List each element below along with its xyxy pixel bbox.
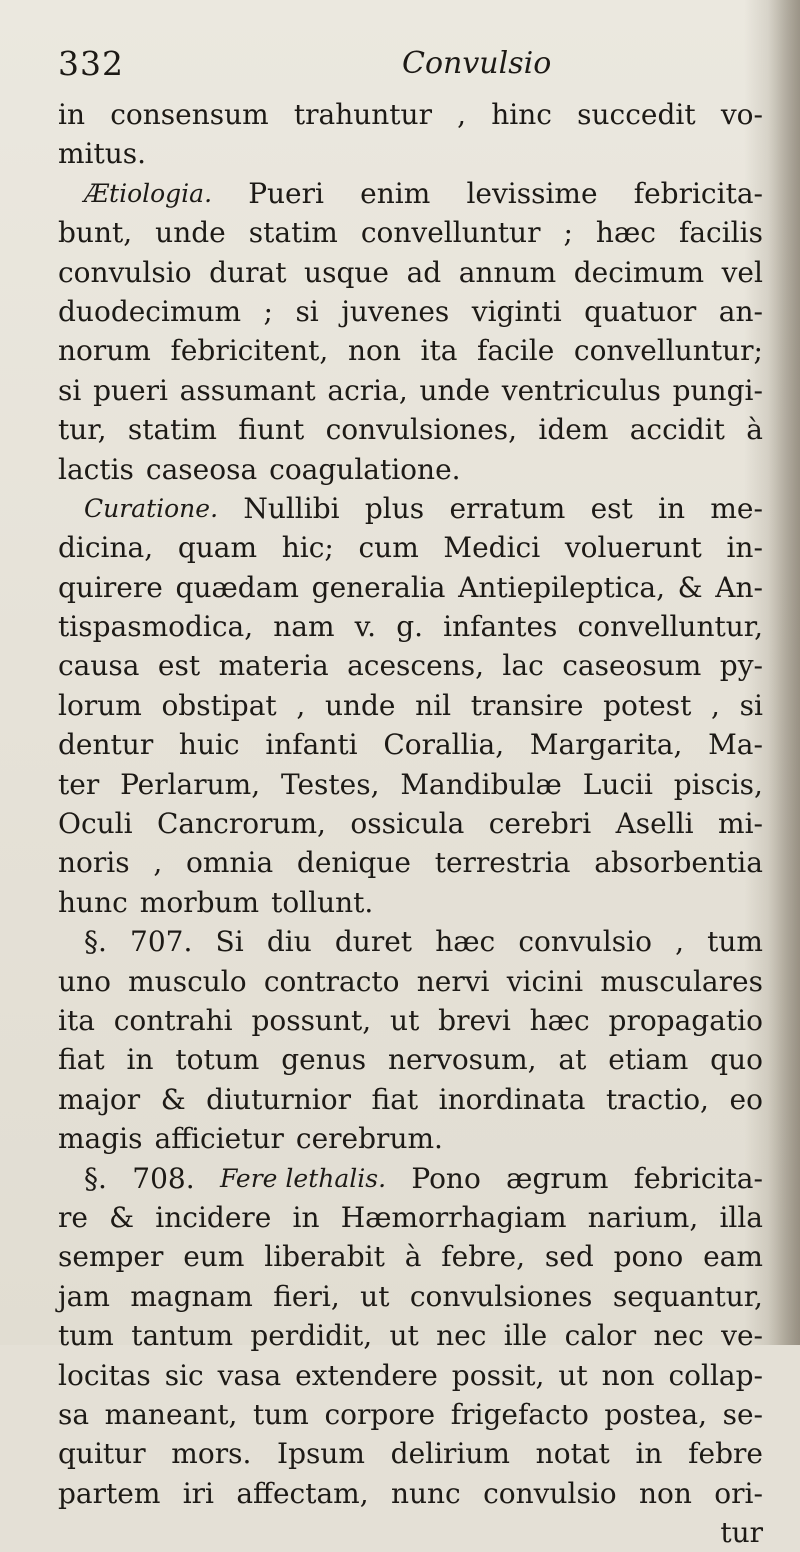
text-line (58, 1513, 763, 1552)
word: tractio, (605, 1082, 709, 1116)
text-line (58, 1040, 763, 1079)
word: , (296, 688, 306, 722)
word: vicini (506, 964, 584, 998)
word: locitas (58, 1358, 151, 1392)
word: propagatio (608, 1003, 763, 1037)
word: an- (718, 294, 763, 328)
word: nervosum, (388, 1043, 537, 1077)
word: mors. (171, 1437, 252, 1471)
word: convulsiones (409, 1279, 593, 1313)
word: convelluntur (360, 216, 541, 250)
word: unde (324, 688, 396, 722)
word: nec (436, 1319, 487, 1353)
word: Pono (411, 1161, 481, 1195)
word: lactis (58, 452, 134, 486)
word: sed (544, 1240, 594, 1274)
word: narium, (587, 1200, 699, 1234)
word: Aselli (615, 807, 694, 841)
text-line (58, 1395, 763, 1434)
word: fiunt (238, 413, 305, 447)
word: causa (58, 649, 140, 683)
word: mitus. (58, 137, 147, 171)
word: tum (707, 925, 763, 959)
text-line (58, 1356, 763, 1395)
text-line (58, 1277, 763, 1316)
word: maneant, (104, 1397, 238, 1431)
word: Mandibulæ (400, 767, 562, 801)
word: ita (58, 1003, 95, 1037)
word: in (658, 491, 686, 525)
word: nervi (416, 964, 490, 998)
word: denique (296, 846, 411, 880)
word: Fere lethalis. (219, 1163, 387, 1193)
word: diuturnior (206, 1082, 351, 1116)
word: py- (719, 649, 763, 683)
word: ; (263, 294, 273, 328)
word: contrahi (113, 1003, 233, 1037)
word: ut (390, 1003, 420, 1037)
word: possit, (451, 1358, 545, 1392)
word: in (635, 1437, 663, 1471)
word: ori- (714, 1476, 763, 1510)
text-line (58, 568, 763, 607)
word: genus (281, 1043, 367, 1077)
word: se- (722, 1397, 763, 1431)
word: vel (721, 255, 763, 289)
word: coagulatione. (269, 452, 461, 486)
word: acria, (327, 373, 408, 407)
word: illa (719, 1200, 763, 1234)
word: norum (58, 334, 151, 368)
word: caseosum (562, 649, 702, 683)
word: cerebri (488, 807, 592, 841)
text-line (58, 1001, 763, 1040)
word: musculo (128, 964, 247, 998)
word: eo (729, 1082, 763, 1116)
word: morbum (139, 885, 260, 919)
word: non (601, 1358, 655, 1392)
word: huic (178, 728, 240, 762)
word: unde (419, 373, 491, 407)
spine-shadow (768, 0, 800, 1345)
word: caseosa (145, 452, 258, 486)
word: & (160, 1082, 186, 1116)
word: cum (358, 531, 419, 565)
word: febricita- (633, 176, 763, 210)
word: me- (710, 491, 763, 525)
text-line (58, 253, 763, 292)
word: 708. (132, 1161, 195, 1195)
text-line (58, 1198, 763, 1237)
word: ventriculus (501, 373, 661, 407)
word: hæc (435, 925, 496, 959)
word: Perlarum, (120, 767, 261, 801)
word: consensum (110, 98, 269, 131)
word: febricita- (633, 1161, 763, 1195)
word: est (157, 649, 201, 683)
word: §. (84, 1161, 107, 1195)
word: levissime (466, 176, 598, 210)
word: musculares (600, 964, 763, 998)
word: tum (58, 1319, 114, 1353)
word: voluerunt (564, 531, 702, 565)
word: à (746, 413, 763, 447)
word: nil (415, 688, 452, 722)
word: noris (58, 846, 130, 880)
word: Corallia, (383, 728, 505, 762)
word: ve- (721, 1319, 763, 1353)
word: An- (715, 570, 763, 604)
word: magnam (130, 1279, 253, 1313)
word: tum (253, 1397, 309, 1431)
text-line (58, 134, 763, 173)
word: hic; (281, 531, 334, 565)
word: ut (360, 1279, 390, 1313)
word: ægrum (506, 1161, 609, 1195)
word: si (739, 688, 763, 722)
word: brevi (438, 1003, 511, 1037)
word: unde (155, 216, 226, 250)
word: diu (266, 925, 312, 959)
word: ita (420, 334, 458, 368)
word: nam (273, 610, 335, 644)
word: possunt, (251, 1003, 372, 1037)
word: acescens, (347, 649, 484, 683)
word: statim (248, 216, 338, 250)
text-line (58, 489, 763, 528)
word: Medici (443, 531, 541, 565)
word: Cancrorum, (157, 807, 326, 841)
word: ad (406, 255, 442, 289)
word: accidit (629, 413, 725, 447)
word: duret (334, 925, 413, 959)
word: non (347, 334, 401, 368)
word: infanti (265, 728, 358, 762)
word: durat (209, 255, 287, 289)
word: extendere (295, 1358, 438, 1392)
word: tollunt. (271, 885, 374, 919)
word: , (675, 925, 684, 959)
word: totum (175, 1043, 260, 1077)
page-number: 332 (58, 44, 124, 83)
word: Testes, (280, 767, 380, 801)
text-line (58, 843, 763, 882)
word: febre (688, 1437, 763, 1471)
word: assumant (179, 373, 316, 407)
word: convulsiones, (325, 413, 518, 447)
word: si (58, 373, 82, 407)
word: jam (58, 1279, 110, 1313)
word: tispasmodica, (58, 610, 254, 644)
word: inordinata (438, 1082, 586, 1116)
word: quo (710, 1043, 763, 1077)
word: re (58, 1200, 88, 1234)
word: Hæmorrhagiam (340, 1200, 567, 1234)
word: vo- (720, 98, 763, 131)
word: afficietur (154, 1122, 284, 1156)
text-line (58, 962, 763, 1001)
word: v. (354, 610, 377, 644)
word: calor (564, 1319, 637, 1353)
text-line (58, 883, 763, 922)
word: terrestria (434, 846, 571, 880)
word: 707. (130, 925, 193, 959)
word: absorbentia (594, 846, 763, 880)
word: in- (726, 531, 763, 565)
word: affectam, (236, 1476, 369, 1510)
word: trahuntur (293, 98, 432, 131)
word: ossicula (350, 807, 465, 841)
word: idem (538, 413, 609, 447)
word: etiam (608, 1043, 689, 1077)
word: si (295, 294, 319, 328)
text-line (58, 213, 763, 252)
word: , (711, 688, 720, 722)
text-line (58, 607, 763, 646)
word: quitur (58, 1437, 146, 1471)
word: quirere (58, 570, 163, 604)
word: convulsio (518, 925, 652, 959)
text-line (58, 1159, 763, 1198)
word: pungi- (672, 373, 763, 407)
word: usque (304, 255, 389, 289)
word: dicina, (58, 531, 154, 565)
word: plus (364, 491, 425, 525)
word: decimum (573, 255, 704, 289)
word: febre, (441, 1240, 526, 1274)
text-line (58, 765, 763, 804)
word: obstipat (161, 688, 277, 722)
word: fiat (371, 1082, 419, 1116)
word: fieri, (273, 1279, 340, 1313)
word: corpore (324, 1397, 436, 1431)
text-line (58, 1434, 763, 1473)
word: quædam (175, 570, 299, 604)
word: magis (58, 1122, 143, 1156)
text-line (58, 528, 763, 567)
section-label: Curatione. (84, 493, 219, 523)
word: in (126, 1043, 154, 1077)
word: lac (502, 649, 544, 683)
text-line (58, 1316, 763, 1355)
word: collap- (668, 1358, 763, 1392)
word: nec (653, 1319, 704, 1353)
word: Antiepileptica, (458, 570, 665, 604)
text-line (58, 1237, 763, 1276)
word: infantes (443, 610, 558, 644)
text-line (58, 174, 763, 213)
text-line (58, 410, 763, 449)
word: eam (703, 1240, 763, 1274)
word: & (677, 570, 703, 604)
word: perdidit, (250, 1319, 373, 1353)
word: in (292, 1200, 320, 1234)
word: materia (218, 649, 329, 683)
word: fiat (58, 1043, 105, 1077)
word: eum (183, 1240, 245, 1274)
word: omnia (186, 846, 274, 880)
word: ut (558, 1358, 588, 1392)
word: delirium (390, 1437, 510, 1471)
word: ut (389, 1319, 419, 1353)
text-line (58, 331, 763, 370)
word: & (109, 1200, 135, 1234)
word: postea, (604, 1397, 707, 1431)
word: pueri (93, 373, 168, 407)
word: lorum (58, 688, 142, 722)
text-line (58, 450, 763, 489)
word: sequantur, (612, 1279, 763, 1313)
word: Ipsum (277, 1437, 365, 1471)
word: iri (182, 1476, 215, 1510)
page-header (58, 44, 758, 94)
word: duodecimum (58, 294, 242, 328)
word: ; (563, 216, 573, 250)
text-line (58, 646, 763, 685)
word: hæc (529, 1003, 590, 1037)
word: cerebrum. (295, 1122, 443, 1156)
word: tur, (58, 413, 107, 447)
text-line (58, 1119, 763, 1158)
word: generalia (311, 570, 446, 604)
body-text (58, 95, 763, 1552)
word: pono (613, 1240, 684, 1274)
word: enim (360, 176, 431, 210)
word: Lucii (582, 767, 653, 801)
word: hunc (58, 885, 128, 919)
word: annum (458, 255, 557, 289)
word: dentur (58, 728, 154, 762)
word: est (590, 491, 633, 525)
word: quam (177, 531, 258, 565)
word: mi- (718, 807, 763, 841)
word: quatuor (584, 294, 697, 328)
word: convelluntur, (577, 610, 763, 644)
word: statim (127, 413, 217, 447)
word: in (58, 98, 85, 131)
word: potest (603, 688, 692, 722)
word: semper (58, 1240, 164, 1274)
word: vasa (217, 1358, 282, 1392)
word: transire (470, 688, 584, 722)
word: viginti (471, 294, 562, 328)
word: convulsio (483, 1476, 617, 1510)
word: Margarita, (529, 728, 683, 762)
word: at (558, 1043, 587, 1077)
text-line (58, 95, 763, 134)
word: sa (58, 1397, 90, 1431)
word: Oculi (58, 807, 133, 841)
word: à (404, 1240, 422, 1274)
word: piscis, (673, 767, 763, 801)
word: g. (396, 610, 424, 644)
word: , (153, 846, 163, 880)
text-line (58, 686, 763, 725)
word: Pueri (248, 176, 324, 210)
word: , (457, 98, 467, 131)
word: convelluntur; (573, 334, 763, 368)
word: facile (477, 334, 555, 368)
word: major (58, 1082, 141, 1116)
word: bunt, (58, 216, 133, 250)
word: erratum (449, 491, 566, 525)
word: incidere (155, 1200, 272, 1234)
word: sic (164, 1358, 204, 1392)
word: facilis (678, 216, 763, 250)
word: juvenes (341, 294, 450, 328)
word: liberabit (264, 1240, 385, 1274)
word: tantum (131, 1319, 234, 1353)
word: Nullibi (243, 491, 340, 525)
word: hinc (491, 98, 552, 131)
text-line (58, 1474, 763, 1513)
word: non (638, 1476, 692, 1510)
word: tur (720, 1516, 763, 1550)
word: nunc (390, 1476, 461, 1510)
word: febricitent, (170, 334, 329, 368)
word: frigefacto (450, 1397, 589, 1431)
word: partem (58, 1476, 161, 1510)
word: Si (215, 925, 244, 959)
word: convulsio (58, 255, 192, 289)
word: Ma- (708, 728, 763, 762)
word: notat (535, 1437, 610, 1471)
text-line (58, 292, 763, 331)
text-line (58, 804, 763, 843)
word: succedit (577, 98, 696, 131)
word: uno (58, 964, 111, 998)
word: hæc (595, 216, 656, 250)
text-line (58, 725, 763, 764)
section-label: Ætiologia. (84, 178, 213, 208)
text-line (58, 371, 763, 410)
text-line (58, 1080, 763, 1119)
word: ille (503, 1319, 548, 1353)
text-line (58, 922, 763, 961)
running-title: Convulsio (402, 46, 552, 81)
word: contracto (263, 964, 400, 998)
word: §. (84, 925, 107, 959)
word: ter (58, 767, 100, 801)
